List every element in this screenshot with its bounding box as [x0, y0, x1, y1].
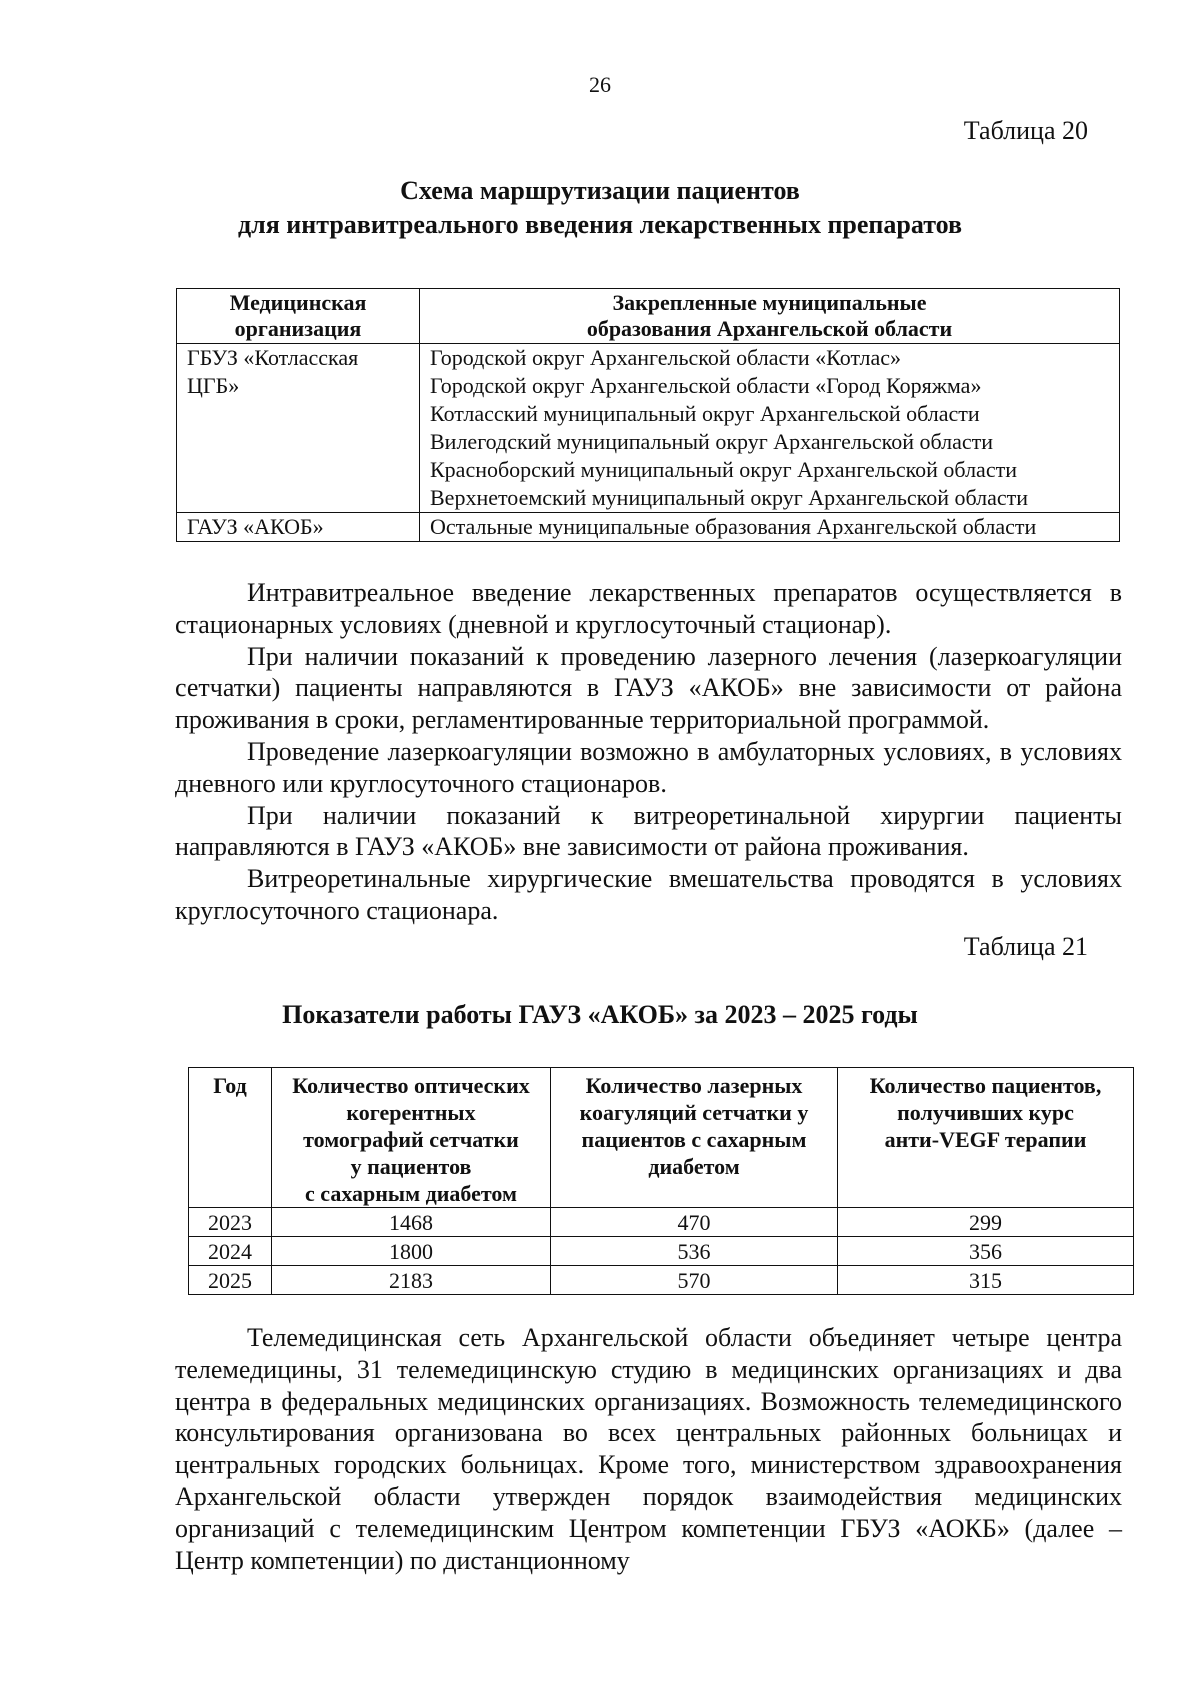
organization-cell: ГБУЗ «Котласская ЦГБ» [177, 344, 420, 513]
municipality-item: Остальные муниципальные образования Архангельской области [430, 514, 1037, 539]
year-cell: 2023 [189, 1208, 272, 1237]
header-vegf-count: Количество пациентов, получивших курс анти-VEGF терапии [838, 1068, 1134, 1208]
table20-title [0, 174, 1200, 242]
body-text-block-1 [175, 577, 1122, 927]
table-row [189, 1266, 1134, 1295]
table21-label: Таблица 21 [963, 932, 1088, 961]
paragraph: Телемедицинская сеть Архангельской области объединяет четыре центра телемедицины, 31 телемедицинскую студию в медицинских организациях и два центра в федеральных медицинских организациях. Возможность телемедицинского консультирования организована во всех центральных районных больницах и центральных городских больницах. Кроме того, министерством здравоохранения Архангельской области утвержден порядок взаимодействия медицинских организаций с телемедицинским Центром компетенции ГБУЗ «АОКБ» (далее – Центр компетенции) по дистанционному [175, 1323, 1122, 1575]
vegf-cell: 299 [838, 1208, 1134, 1237]
organization-cell: ГАУЗ «АКОБ» [177, 513, 420, 542]
table20-label: Таблица 20 [963, 116, 1088, 145]
municipality-item: Котласский муниципальный округ Архангельской области [430, 401, 980, 426]
paragraph: При наличии показаний к проведению лазерного лечения (лазеркоагуляции сетчатки) пациенты направляются в ГАУЗ «АКОБ» вне зависимости от района проживания в сроки, регламентированные территориальной программой. [175, 641, 1122, 735]
oct-cell: 2183 [272, 1266, 551, 1295]
header-year: Год [189, 1068, 272, 1208]
laser-cell: 470 [551, 1208, 838, 1237]
table20-title-line1: Схема маршрутизации пациентов [400, 176, 800, 205]
header-oct-count: Количество оптических когерентных томографий сетчатки у пациентов с сахарным диабетом [272, 1068, 551, 1208]
table20-title-line2: для интравитреального введения лекарственных препаратов [237, 210, 963, 239]
table-row [189, 1237, 1134, 1266]
year-cell: 2024 [189, 1237, 272, 1266]
municipality-item: Верхнетоемский муниципальный округ Архангельской области [430, 485, 1029, 510]
table-row [177, 513, 1120, 542]
municipality-item: Городской округ Архангельской области «Котлас» [430, 345, 902, 370]
oct-cell: 1468 [272, 1208, 551, 1237]
laser-cell: 536 [551, 1237, 838, 1266]
indicators-table-header-row [189, 1068, 1134, 1208]
indicators-table [188, 1067, 1134, 1295]
paragraph: При наличии показаний к витреоретинальной хирургии пациенты направляются в ГАУЗ «АКОБ» вне зависимости от района проживания. [175, 800, 1122, 862]
paragraph: Интравитреальное введение лекарственных препаратов осуществляется в стационарных условиях (дневной и круглосуточный стационар). [175, 578, 1122, 639]
municipalities-cell [420, 513, 1120, 542]
laser-cell: 570 [551, 1266, 838, 1295]
municipality-item: Красноборский муниципальный округ Архангельской области [430, 457, 1017, 482]
table-row [189, 1208, 1134, 1237]
header-laser-count: Количество лазерных коагуляций сетчатки у пациентов с сахарным диабетом [551, 1068, 838, 1208]
paragraph: Витреоретинальные хирургические вмешательства проводятся в условиях круглосуточного стационара. [175, 864, 1122, 925]
routing-table [176, 288, 1120, 542]
municipality-item: Городской округ Архангельской области «Город Коряжма» [430, 373, 982, 398]
oct-cell: 1800 [272, 1237, 551, 1266]
page-number: 26 [589, 72, 611, 97]
municipalities-cell [420, 344, 1120, 513]
vegf-cell: 356 [838, 1237, 1134, 1266]
paragraph: Проведение лазеркоагуляции возможно в амбулаторных условиях, в условиях дневного или круглосуточного стационаров. [175, 736, 1122, 798]
header-medical-organization: Медицинская организация [177, 289, 420, 344]
vegf-cell: 315 [838, 1266, 1134, 1295]
municipality-item: Вилегодский муниципальный округ Архангельской области [430, 429, 994, 454]
table-row [177, 344, 1120, 513]
routing-table-header-row [177, 289, 1120, 344]
header-assigned-municipalities: Закрепленные муниципальные образования Архангельской области [420, 289, 1120, 344]
body-text-block-2 [175, 1322, 1122, 1576]
year-cell: 2025 [189, 1266, 272, 1295]
table21-title: Показатели работы ГАУЗ «АКОБ» за 2023 – 2025 годы [282, 1000, 918, 1029]
